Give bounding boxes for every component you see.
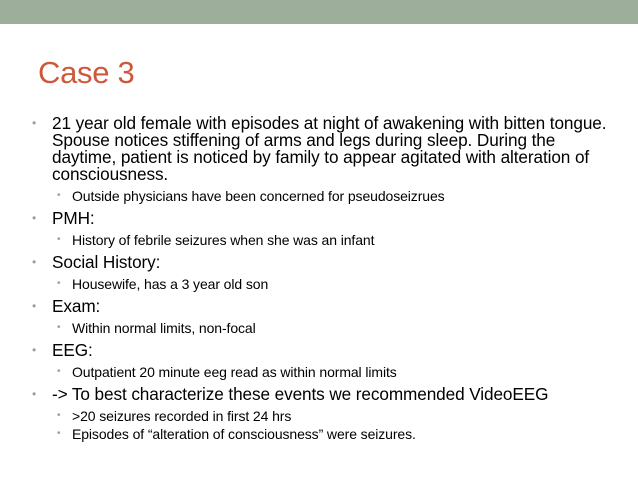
bullet-item bbox=[32, 254, 612, 293]
bullet-icon: • bbox=[32, 255, 37, 269]
top-band bbox=[0, 0, 638, 24]
sub-bullet-text: Housewife, has a 3 year old son bbox=[72, 276, 269, 292]
sub-bullet-icon: • bbox=[57, 428, 61, 439]
bullet-text: Social History: bbox=[52, 252, 161, 272]
bullet-item bbox=[32, 386, 612, 443]
sub-bullet-icon: • bbox=[57, 322, 61, 333]
bullet-item bbox=[32, 298, 612, 337]
bullet-item bbox=[32, 210, 612, 249]
sub-bullet-icon: • bbox=[57, 366, 61, 377]
sub-list bbox=[52, 231, 612, 249]
sub-bullet-text: Within normal limits, non-focal bbox=[72, 320, 256, 336]
sub-list bbox=[52, 363, 612, 381]
sub-bullet-icon: • bbox=[57, 190, 61, 201]
sub-bullet-item bbox=[52, 319, 612, 337]
sub-bullet-text: Episodes of “alteration of consciousness” were seizures. bbox=[72, 426, 416, 442]
bullet-text: PMH: bbox=[52, 208, 95, 228]
sub-bullet-icon: • bbox=[57, 278, 61, 289]
sub-bullet-text: >20 seizures recorded in first 24 hrs bbox=[72, 408, 292, 424]
sub-bullet-icon: • bbox=[57, 410, 61, 421]
sub-bullet-text: History of febrile seizures when she was an infant bbox=[72, 232, 375, 248]
sub-list bbox=[52, 187, 612, 205]
sub-bullet-text: Outpatient 20 minute eeg read as within normal limits bbox=[72, 364, 397, 380]
bullet-icon: • bbox=[32, 299, 37, 313]
sub-list bbox=[52, 319, 612, 337]
sub-bullet-item bbox=[52, 187, 612, 205]
bullet-item bbox=[32, 342, 612, 381]
sub-list bbox=[52, 407, 612, 443]
sub-bullet-item bbox=[52, 407, 612, 425]
bullet-icon: • bbox=[32, 387, 37, 401]
sub-bullet-icon: • bbox=[57, 234, 61, 245]
sub-bullet-item bbox=[52, 231, 612, 249]
bullet-text: 21 year old female with episodes at night of awakening with bitten tongue. Spouse notices stiffening of arms and legs during sleep. During the daytime, patient is noticed by family to appear agitated with alteration of consciousness. bbox=[52, 113, 607, 184]
sub-bullet-item bbox=[52, 425, 612, 443]
bullet-icon: • bbox=[32, 116, 37, 130]
bullet-icon: • bbox=[32, 343, 37, 357]
bullet-item bbox=[32, 115, 612, 205]
sub-list bbox=[52, 275, 612, 293]
sub-bullet-item bbox=[52, 275, 612, 293]
sub-bullet-item bbox=[52, 363, 612, 381]
sub-bullet-text: Outside physicians have been concerned for pseudoseizrues bbox=[72, 188, 445, 204]
slide-body bbox=[32, 111, 612, 443]
bullet-icon: • bbox=[32, 211, 37, 225]
slide-title: Case 3 bbox=[38, 55, 135, 90]
bullet-text: -> To best characterize these events we recommended VideoEEG bbox=[52, 384, 549, 404]
bullet-text: Exam: bbox=[52, 296, 101, 316]
bullet-text: EEG: bbox=[52, 340, 93, 360]
